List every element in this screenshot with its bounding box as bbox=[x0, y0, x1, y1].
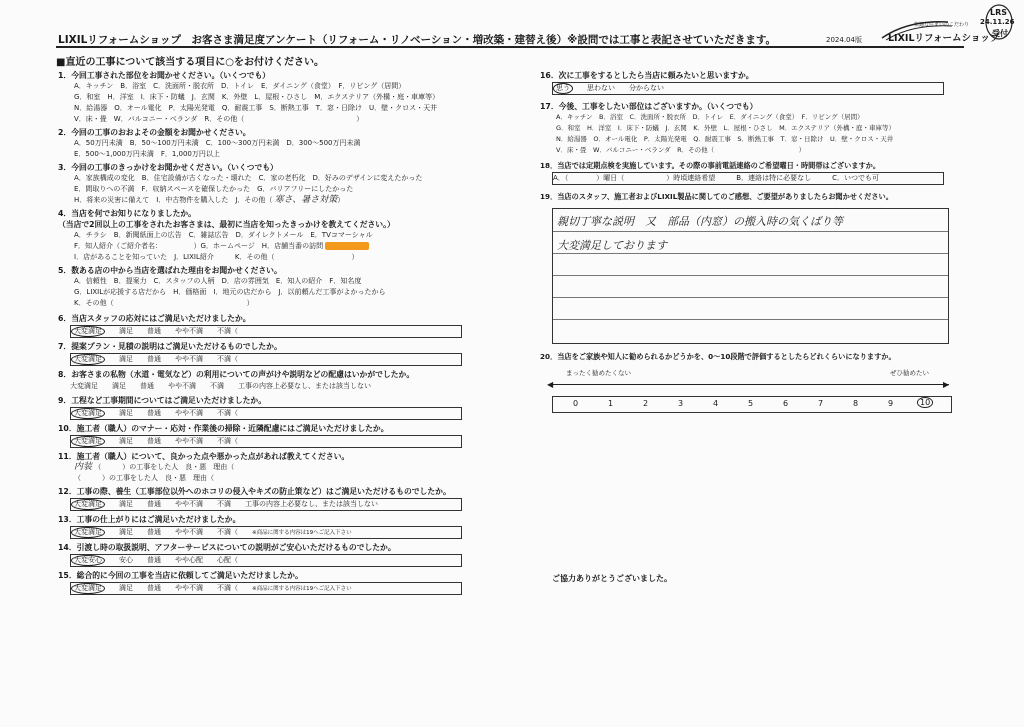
q3-line[interactable]: A．家族構成の変化 B．住宅設備が古くなった・壊れた C．家の老朽化 D．好みのデザインに変えたかった bbox=[74, 174, 423, 182]
q8-option: やや不満 bbox=[168, 382, 196, 390]
q6-option: 普通 bbox=[147, 327, 161, 335]
q8-option: 工事の内容上必要なし、または該当しない bbox=[238, 382, 371, 390]
q15-answer-box[interactable] bbox=[70, 582, 462, 595]
q17-line[interactable]: A．キッチン B．浴室 C．洗面所・脱衣所 D．トイレ E．ダイニング（食堂） F．リビング（居間） bbox=[556, 113, 864, 121]
q18-answer-box[interactable]: A．（ ）曜日（ ）時頃連絡希望 B．連絡は特に必要なし C．いつでも可 bbox=[552, 172, 944, 185]
q15-option: 満足 bbox=[119, 584, 133, 592]
q1-title: 1．今回工事された部位をお聞かせください。（いくつでも） bbox=[58, 71, 271, 80]
q15-title: 15．総合的に今回の工事を当店に依頼してご満足いただけましたか。 bbox=[58, 571, 303, 580]
q4-subtitle: （当店で2回以上の工事をされたお客さまは、最初に当店を知ったきっかけを教えてください。） bbox=[58, 220, 395, 229]
q20-title: 20．当店をご家族や知人に勧められるかどうかを、0～10段階で評価するとしたらどれくらいになりますか。 bbox=[540, 352, 896, 361]
stamp-date: 24.11.26 bbox=[980, 18, 1015, 26]
q14-answer-box[interactable] bbox=[70, 554, 462, 567]
q11-title: 11．施工者（職人）について、良かった点や悪かった点があれば教えてください。 bbox=[58, 452, 350, 461]
q13-option: やや不満 bbox=[175, 528, 203, 536]
q9-option: 満足 bbox=[119, 409, 133, 417]
q5-line[interactable]: G．LIXILが応援する店だから H．価格面 I．地元の店だから J．以前頼んだ工事がよかったから bbox=[74, 288, 386, 296]
stamp-line-3: 受付 bbox=[992, 29, 1008, 38]
q20-rating-scale bbox=[552, 396, 952, 413]
feedback-rule bbox=[553, 297, 948, 298]
q17-title: 17．今後、工事をしたい部位はございますか。（いくつでも） bbox=[540, 102, 758, 111]
q3-handwritten-answer: 寒さ、暑さ対策 bbox=[274, 195, 338, 205]
q13-option: 満足 bbox=[119, 528, 133, 536]
q17-line[interactable]: V．床・畳 W．バルコニー・ベランダ R．その他（ ） bbox=[556, 146, 806, 154]
header-rule bbox=[56, 46, 964, 48]
q13-note: ※商品に関する内容は19へご記入下さい bbox=[252, 530, 352, 536]
q13-option: 普通 bbox=[147, 528, 161, 536]
q15-option: 普通 bbox=[147, 584, 161, 592]
q14-option: 普通 bbox=[147, 556, 161, 564]
q10-title: 10．施工者（職人）のマナー・応対・作業後の掃除・近隣配慮にはご満足いただけましたか。 bbox=[58, 424, 389, 433]
logo-tagline: 快適な住まいのこだわり bbox=[914, 22, 970, 28]
q13-option: 不満（ bbox=[217, 528, 238, 536]
q18-title: 18．当店では定期点検を実施しています。その際の事前電話連絡のご希望曜日・時間帯はございますか。 bbox=[540, 161, 881, 170]
q12-option: 工事の内容上必要なし、または該当しない bbox=[245, 500, 378, 508]
q3-line[interactable]: H．将来の災害に備えて I．中古物件を購入した J．その他（ 寒さ、暑さ対策） bbox=[74, 195, 345, 205]
rating-option[interactable]: 0 bbox=[573, 399, 579, 408]
q7-selected-option: 大変満足 bbox=[71, 354, 105, 365]
feedback-rule bbox=[553, 231, 948, 232]
q14-option: 心配（ bbox=[217, 556, 238, 564]
q16-answer-box[interactable] bbox=[552, 82, 944, 95]
rating-option[interactable]: 5 bbox=[748, 399, 754, 408]
q15-note: ※商品に関する内容は19へご記入下さい bbox=[252, 586, 352, 592]
rating-option[interactable]: 3 bbox=[678, 399, 684, 408]
q7-option: やや不満 bbox=[175, 355, 203, 363]
q6-answer-box[interactable] bbox=[70, 325, 462, 338]
q20-right-label: ぜひ勧めたい bbox=[890, 369, 929, 377]
q12-title: 12．工事の際、養生（工事部位以外へのホコリの侵入やキズの防止策など）はご満足いただけるものでしたか。 bbox=[58, 487, 451, 496]
q10-option: 満足 bbox=[119, 437, 133, 445]
q7-option: 普通 bbox=[147, 355, 161, 363]
q1-line[interactable]: N．給湯器 O．オール電化 P．太陽光発電 Q．耐震工事 S．断熱工事 T．窓・日除け U．壁・クロス・天井 bbox=[74, 104, 438, 112]
q11-row-label: （ ）の工事をした人 良・悪 理由（ bbox=[94, 463, 235, 471]
q9-option: 不満（ bbox=[217, 409, 238, 417]
q10-option: やや不満 bbox=[175, 437, 203, 445]
q10-selected-option: 大変満足 bbox=[71, 436, 105, 447]
q1-line[interactable]: A．キッチン B．浴室 C．洗面所・脱衣所 D．トイレ E．ダイニング（食堂） F．リビング（居間） bbox=[74, 82, 406, 90]
q6-selected-option: 大変満足 bbox=[71, 326, 105, 337]
q14-option: やや心配 bbox=[175, 556, 203, 564]
q9-title: 9．工程など工事期間についてはご満足いただけましたか。 bbox=[58, 396, 266, 405]
stamp-line-1: LRS bbox=[990, 8, 1008, 17]
q20-left-label: まったく勧めたくない bbox=[566, 369, 631, 377]
q3-title: 3．今回の工事のきっかけをお聞かせください。（いくつでも） bbox=[58, 163, 278, 172]
q3-line[interactable]: E．間取りへの不満 F．収納スペースを確保したかった G．バリアフリーにしたかった bbox=[74, 185, 354, 193]
q8-title: 8．お客さまの私物（水道・電気など）の利用についての声がけや説明などの配慮はいかがでしたか。 bbox=[58, 370, 415, 379]
q6-option: 満足 bbox=[119, 327, 133, 335]
q8-option: 大変満足 bbox=[70, 382, 98, 390]
q9-selected-option: 大変満足 bbox=[71, 408, 105, 419]
feedback-rule bbox=[553, 319, 948, 320]
q7-option: 不満（ bbox=[217, 355, 238, 363]
rating-selected-option[interactable]: 10 bbox=[917, 397, 933, 408]
feedback-rule bbox=[553, 253, 948, 254]
q13-title: 13．工事の仕上がりにはご満足いただけましたか。 bbox=[58, 515, 241, 524]
q9-option: やや不満 bbox=[175, 409, 203, 417]
q17-line[interactable]: G．和室 H．洋室 I．床下・防蟻 J．玄関 K．外壁 L．屋根・ひさし M．エクステリア（外構・庭・車庫等） bbox=[556, 124, 896, 132]
q10-answer-box[interactable] bbox=[70, 435, 462, 448]
q14-selected-option: 大変安心 bbox=[71, 555, 105, 566]
q16-option: 思わない bbox=[587, 84, 615, 92]
q12-selected-option: 大変満足 bbox=[71, 499, 105, 510]
q12-option: やや不満 bbox=[175, 500, 203, 508]
q11-row[interactable] bbox=[58, 462, 528, 473]
rating-option[interactable]: 4 bbox=[713, 399, 719, 408]
q16-title: 16．次に工事をするとしたら当店に頼みたいと思いますか。 bbox=[540, 71, 754, 80]
q5-line[interactable]: A．信頼性 B．提案力 C．スタッフの人柄 D．店の雰囲気 E．知人の紹介 F．知名度 bbox=[74, 277, 362, 285]
q5-title: 5．数ある店の中から当店を選ばれた理由をお聞かせください。 bbox=[58, 266, 282, 275]
q4-line[interactable]: I．店があることを知っていた J．LIXIL紹介 K．その他（ ） bbox=[74, 253, 359, 261]
q16-option: 分からない bbox=[629, 84, 664, 92]
q11-row[interactable]: （ ）の工事をした人 良・悪 理由（ bbox=[74, 474, 214, 482]
q11-handwritten: 内装 bbox=[74, 462, 93, 472]
q9-option: 普通 bbox=[147, 409, 161, 417]
q19-handwritten-line-2: 大変満足しております bbox=[557, 239, 667, 252]
q10-option: 不満（ bbox=[217, 437, 238, 445]
q7-title: 7．提案プラン・見積の説明はご満足いただけるものでしたか。 bbox=[58, 342, 282, 351]
rating-option[interactable]: 9 bbox=[888, 399, 894, 408]
q8-option: 満足 bbox=[112, 382, 126, 390]
q4-title: 4．当店を何でお知りになりましたか。 bbox=[58, 209, 196, 218]
q4-line[interactable] bbox=[58, 241, 528, 252]
section-title: ■直近の工事について該当する項目に○をお付けください。 bbox=[56, 57, 324, 68]
q15-option: 不満（ bbox=[217, 584, 238, 592]
q16-selected-option: 思う bbox=[553, 83, 573, 94]
q15-option: やや不満 bbox=[175, 584, 203, 592]
q2-line[interactable]: E．500～1,000万円未満 F．1,000万円以上 bbox=[74, 150, 220, 158]
q1-line[interactable]: G．和室 H．洋室 I．床下・防蟻 J．玄関 K．外壁 L．屋根・ひさし M．エクステリア（外構・庭・車庫等） bbox=[74, 93, 440, 101]
q20-scale-arrow bbox=[551, 384, 949, 385]
q13-answer-box[interactable] bbox=[70, 526, 462, 539]
q3-other-label: H．将来の災害に備えて I．中古物件を購入した J．その他（ bbox=[74, 196, 273, 204]
logo-text: LIXILリフォームショップ bbox=[888, 33, 1000, 44]
q4-referral-label: F．知人紹介（ご紹介者名： ）G．ホームページ H．店舗当番の訪問 bbox=[74, 242, 324, 250]
arrow-right-icon: ▶ bbox=[943, 380, 950, 389]
page-header-title: LIXILリフォームショップ お客さま満足度アンケート（リフォーム・リノベーション・増改築・建替え後）※設問では工事と表記させていただきます。 bbox=[58, 34, 777, 46]
q19-title: 19．当店のスタッフ、施工者およびLIXIL製品に関してのご感想、ご要望がありましたらお聞かせください。 bbox=[540, 192, 893, 201]
q2-line[interactable]: A．50万円未満 B．50～100万円未満 C．100～300万円未満 D．300～500万円未満 bbox=[74, 139, 361, 147]
arrow-left-icon: ◀ bbox=[547, 380, 554, 389]
version-label: 2024.04版 bbox=[826, 36, 862, 44]
thanks-message: ご協力ありがとうございました。 bbox=[552, 574, 672, 583]
q19-feedback-box[interactable] bbox=[552, 208, 949, 344]
rating-option[interactable]: 6 bbox=[783, 399, 789, 408]
rating-option[interactable]: 1 bbox=[608, 399, 614, 408]
q8-option: 普通 bbox=[140, 382, 154, 390]
q19-handwritten-line-1: 親切丁寧な説明 又 部品（内窓）の搬入時の気くばり等 bbox=[557, 215, 843, 228]
rating-option[interactable]: 2 bbox=[643, 399, 649, 408]
q15-selected-option: 大変満足 bbox=[71, 583, 105, 594]
q7-answer-box[interactable] bbox=[70, 353, 462, 366]
q8-answer-row[interactable] bbox=[70, 381, 460, 392]
q6-option: やや不満 bbox=[175, 327, 203, 335]
q1-line[interactable]: V．床・畳 W．バルコニー・ベランダ R．その他（ ） bbox=[74, 115, 364, 123]
q12-answer-box[interactable] bbox=[70, 498, 462, 511]
q13-selected-option: 大変満足 bbox=[71, 527, 105, 538]
q7-option: 満足 bbox=[119, 355, 133, 363]
q10-option: 普通 bbox=[147, 437, 161, 445]
q14-option: 安心 bbox=[119, 556, 133, 564]
feedback-rule bbox=[553, 275, 948, 276]
q2-title: 2．今回の工事のおおよその金額をお聞かせください。 bbox=[58, 128, 251, 137]
rating-option[interactable]: 7 bbox=[818, 399, 824, 408]
q12-option: 不満 bbox=[217, 500, 231, 508]
q12-option: 満足 bbox=[119, 500, 133, 508]
q12-option: 普通 bbox=[147, 500, 161, 508]
left-column bbox=[58, 70, 528, 595]
q8-option: 不満 bbox=[210, 382, 224, 390]
q6-title: 6．当店スタッフの応対にはご満足いただけましたか。 bbox=[58, 314, 251, 323]
q6-option: 不満（ bbox=[217, 327, 238, 335]
q14-title: 14．引渡し時の取扱説明、アフターサービスについての説明がご安心いただけるものでしたか。 bbox=[58, 543, 396, 552]
right-column bbox=[540, 70, 970, 202]
q17-line[interactable]: N．給湯器 O．オール電化 P．太陽光発電 Q．耐震工事 S．断熱工事 T．窓・日除け U．壁・クロス・天井 bbox=[556, 135, 894, 143]
rating-option[interactable]: 8 bbox=[853, 399, 859, 408]
q9-answer-box[interactable] bbox=[70, 407, 462, 420]
redacted-name-mark bbox=[325, 242, 369, 250]
q4-line[interactable]: A．チラシ B．新聞紙面上の広告 C．雑誌広告 D．ダイレクトメール E．TVコマーシャル bbox=[74, 231, 373, 239]
q5-line[interactable]: K．その他（ ） bbox=[74, 299, 254, 307]
